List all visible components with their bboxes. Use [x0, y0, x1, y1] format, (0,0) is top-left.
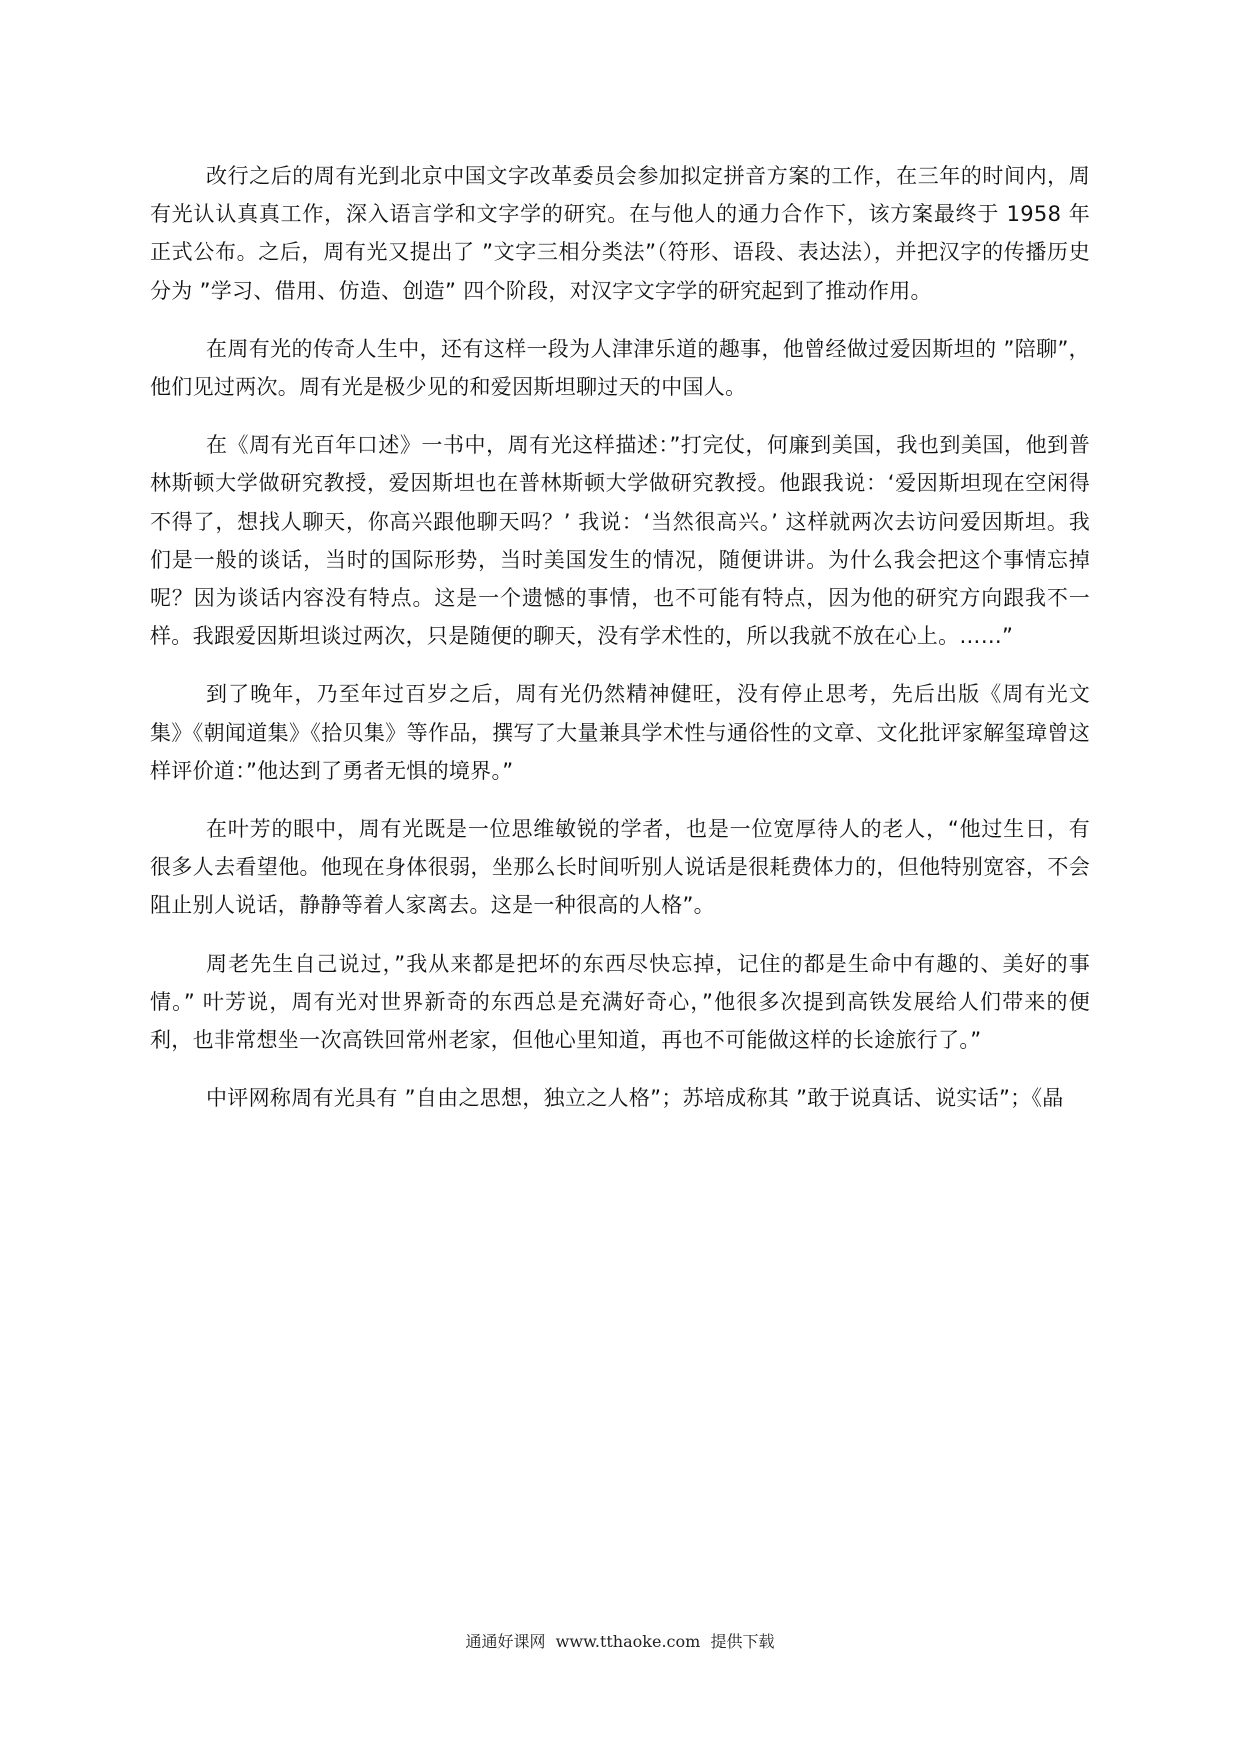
paragraph-own-words: 周老先生自己说过，”我从来都是把坏的东西尽快忘掉，记住的都是生命中有趣的、美好的事情。” 叶芳说，周有光对世界新奇的东西总是充满好奇心，”他很多次提到高铁发展给人们带来的便利，也非常想坐一次高铁回常州老家，但他心里知道，再也不可能做这样的长途旅行了。” [150, 951, 1090, 1053]
paragraph-memoir-quote: 在《周有光百年口述》一书中，周有光这样描述：”打完仗，何廉到美国，我也到美国，他到普林斯顿大学做研究教授，爱因斯坦也在普林斯顿大学做研究教授。他跟我说：‘爱因斯坦现在空闲得不得了，想找人聊天，你高兴跟他聊天吗？’ 我说：‘当然很高兴。’ 这样就两次去访问爱因斯坦。我们是一般的谈话，当时的国际形势，当时美国发生的情况，随便讲讲。为什么我会把这个事情忘掉呢？因为谈话内容没有特点。这是一个遗憾的事情，也不可能有特点，因为他的研究方向跟我不一样。我跟爱因斯坦谈过两次，只是随便的聊天，没有学术性的，所以我就不放在心上。……” [150, 433, 1090, 649]
footer-source-text: 通通好课网 www.tthaoke.com 提供下载 [465, 1632, 775, 1651]
article-body [150, 157, 1090, 1137]
paragraph-later-years: 到了晚年，乃至年过百岁之后，周有光仍然精神健旺，没有停止思考，先后出版《周有光文集》《朝闻道集》《拾贝集》等作品，撰写了大量兼具学术性与通俗性的文章、文化批评家解玺璋曾这样评价道：”他达到了勇者无惧的境界。” [150, 682, 1090, 783]
paragraph-pinyin-work: 改行之后的周有光到北京中国文字改革委员会参加拟定拼音方案的工作，在三年的时间内，周有光认认真真工作，深入语言学和文字学的研究。在与他人的通力合作下，该方案最终于 1958 年正式公布。之后，周有光又提出了 ”文字三相分类法”（符形、语段、表达法），并把汉字的传播历史分为 ”学习、借用、仿造、创造” 四个阶段，对汉字文字学的研究起到了推动作用。 [150, 164, 1090, 303]
paragraph-ye-fang-view: 在叶芳的眼中，周有光既是一位思维敏锐的学者，也是一位宽厚待人的老人，“他过生日，有很多人去看望他。他现在身体很弱，坐那么长时间听别人说话是很耗费体力的，但他特别宽容，不会阻止别人说话，静静等着人家离去。这是一种很高的人格”。 [150, 817, 1090, 918]
paragraph-einstein-anecdote: 在周有光的传奇人生中，还有这样一段为人津津乐道的趣事，他曾经做过爱因斯坦的 ”陪聊”，他们见过两次。周有光是极少见的和爱因斯坦聊过天的中国人。 [150, 336, 1090, 400]
page-footer [0, 1630, 1240, 1654]
paragraph-evaluations: 中评网称周有光具有 ”自由之思想，独立之人格”；苏培成称其 ”敢于说真话、说实话”；《晶 [206, 1086, 1064, 1111]
